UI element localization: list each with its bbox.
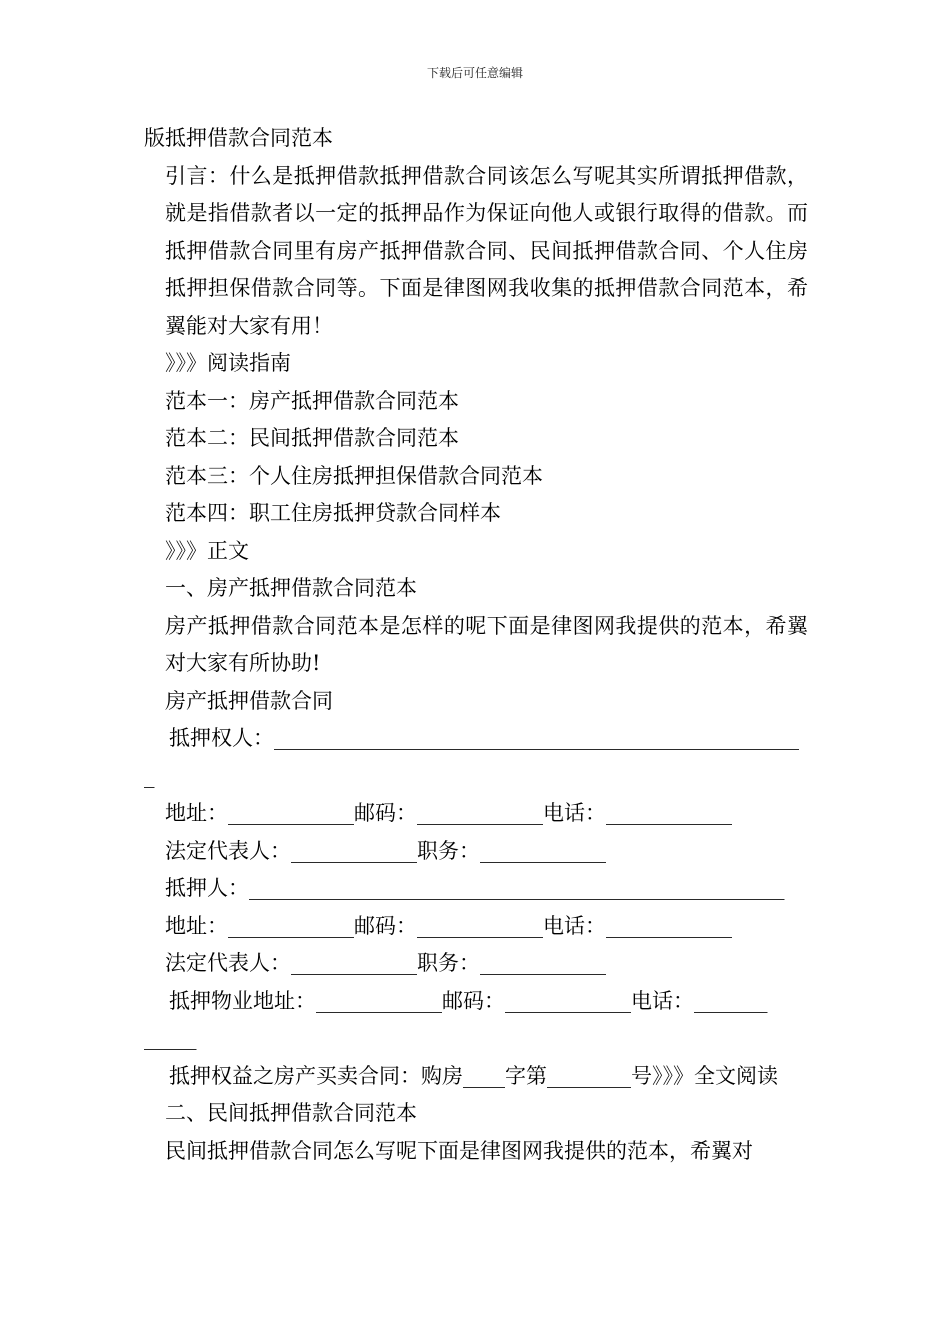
rights-line: 抵押权益之房产买卖合同：购房____字第________号》》》全文阅读 — [169, 1063, 778, 1088]
section-intro: 民间抵押借款合同怎么写呢下面是律图网我提供的范本，希翼对 — [165, 1138, 753, 1163]
toc-item: 范本三：个人住房抵押担保借款合同范本 — [165, 463, 543, 488]
property-address-line-wrap: _____ — [144, 1026, 197, 1050]
section-intro: 房产抵押借款合同范本是怎样的呢下面是律图网我提供的范本，希翼对大家有所协助! — [165, 613, 808, 675]
section-heading: 二、民间抵押借款合同范本 — [165, 1101, 417, 1125]
address-line: 地址：____________邮码：____________电话：____________ — [165, 801, 732, 825]
representative-line: 法定代表人：____________职务：____________ — [165, 838, 606, 863]
page-header: 下载后可任意编辑 — [426, 66, 523, 80]
property-address-line: 抵押物业地址：____________邮码：____________电话：_______ — [169, 988, 768, 1013]
toc-item: 范本一：房产抵押借款合同范本 — [165, 388, 459, 413]
document-title: 版抵押借款合同范本 — [144, 126, 333, 150]
address-line: 地址：____________邮码：____________电话：____________ — [165, 913, 732, 938]
contract-title: 房产抵押借款合同 — [165, 688, 333, 713]
body-heading: 》》》正文 — [165, 538, 249, 563]
guide-heading: 》》》阅读指南 — [165, 351, 291, 375]
section-heading: 一、房产抵押借款合同范本 — [165, 576, 417, 600]
document-body — [144, 120, 808, 1170]
mortgagor-line: 抵押人：___________________________________________________ — [165, 876, 785, 900]
intro-paragraph: 引言：什么是抵押借款抵押借款合同该怎么写呢其实所谓抵押借款，就是指借款者以一定的抵押品作为保证向他人或银行取得的借款。而抵押借款合同里有房产抵押借款合同、民间抵押借款合同、个人住房抵押担保借款合同等。下面是律图网我收集的抵押借款合同范本，希翼能对大家有用！ — [165, 163, 808, 338]
toc-item: 范本四：职工住房抵押贷款合同样本 — [165, 501, 501, 525]
representative-line: 法定代表人：____________职务：____________ — [165, 951, 606, 975]
mortgagee-line: 抵押权人：__________________________________________________ — [169, 726, 799, 750]
toc-item: 范本二：民间抵押借款合同范本 — [165, 426, 459, 450]
mortgagee-line-wrap: _ — [144, 763, 155, 788]
